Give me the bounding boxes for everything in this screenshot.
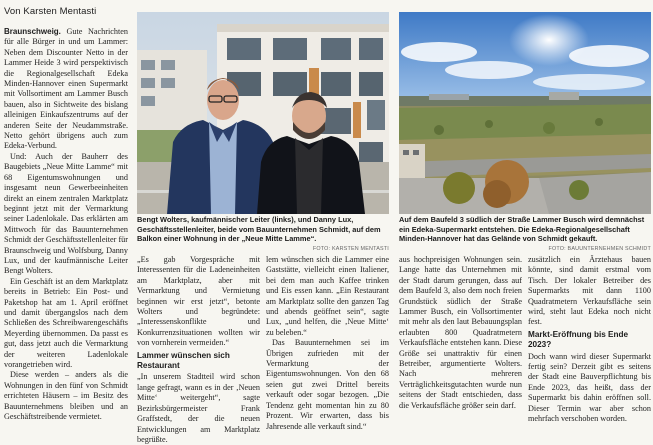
photo-illustration — [399, 12, 651, 214]
subheading: Markt-Eröffnung bis Ende 2023? — [528, 329, 629, 350]
article-column-5 — [528, 255, 651, 424]
article-column-3 — [266, 255, 389, 431]
photo1-caption: Bengt Wolters, kaufmännischer Leiter (links), und Danny Lux, Geschäftsstellenleiter, beide vom Bauunternehmen Schmidt, auf dem Balkon einer Wohnung in der „Neue Mitte Lamme“. FOTO: KARSTEN MENTASTI — [137, 215, 389, 253]
dateline: Braunschweig. — [4, 27, 61, 36]
article-column-1 — [4, 27, 128, 422]
photo1-credit: FOTO: KARSTEN MENTASTI — [312, 245, 389, 252]
photo2-credit: FOTO: BAUUNTERNEHMEN SCHMIDT — [548, 245, 651, 252]
paragraph: „Es gab Vorgespräche mit Interessenten für die Ladeneinheiten am Marktplatz, aber mit Vermarktung und Vermietung beginnen wir erst jetzt“, betonte Wolters und begründete: „Interessenskonflikte und Konkurrenzsituationen wollten wir von vornherein vermeiden.“ — [137, 255, 260, 348]
paragraph: „In unserem Stadtteil wird schon lange gefragt, wann es in der ‚Neuen Mitte‘ weitergeht“, sagte Bezirksbürgermeister Frank Graffstedt, der die neuen Entwicklungen am Marktplatz begrüßte. — [137, 372, 260, 444]
paragraph: Diese werden – anders als die Wohnungen in den fünf von Schmidt errichteten Häusern – im Besitz des Bauunternehmens bleiben und an Geschäftstreibende vermietet. — [4, 370, 128, 422]
byline: Von Karsten Mentasti — [4, 6, 97, 17]
paragraph: Das Bauunternehmen sei im Übrigen zufrieden mit der Vermarktung der Eigentumswohnungen. Von den 68 seien gut zwei Drittel bereits verkauft oder sogar bezogen. „Die Tendenz geht momentan hin zu 80 Prozent. Wir erwarten, dass bis Jahresende alle verkauft sind.“ — [266, 338, 389, 431]
photo-wolters-lux — [137, 12, 389, 214]
photo-illustration — [137, 12, 389, 214]
paragraph: Ein Geschäft ist an dem Marktplatz bereits in Betrieb: Ein Post- und Paketshop hat am 1. April eröffnet und damit übergangslos nach dem Schließen des Schreibwarengeschäfts Meyerding übernommen. Da passt es gut, dass jetzt auch die Vermarktung der weiteren Ladenlokale vorangetrieben wird. — [4, 276, 128, 369]
paragraph: Und: Auch der Bauherr des Baugebiets „Neue Mitte Lamme“ mit 68 Eigentumswohnungen und insgesamt neun Gewerbeeinheiten direkt an einem zentralen Marktplatz beginnt jetzt mit der Vermarktung seiner Ladenlokale. Das erklärten am Mittwoch für das Bauunternehmen Schmidt der Geschäftsstellenleiter für Braunschweig und Wolfsburg, Danny Lux, und der kaufmännische Leiter Bengt Wolters. — [4, 151, 128, 276]
article-column-4 — [399, 255, 522, 410]
paragraph: Braunschweig. Gute Nachrichten für alle Bürger in und um Lammer: Neben dem Discounter Netto in der Lammer Heide 3 wird perspektivisch die Regionalgesellschaft Edeka Minden-Hannover einen Supermarkt mit Vollsortiment am Lammer Busch bauen, also in Sichtweite des bislang alleinigen Einkaufszentrums auf der anderen Seite der Neudammstraße. Netto gehört übrigens auch zum Edeka-Verbund. — [4, 27, 128, 151]
paragraph: zusätzlich ein Ärztehaus bauen könnte, sind damit erstmal vom Tisch. Der lokaler Betreiber des Supermarkts mit dann 1100 Quadratmetern Verkaufsfläche sein wird, steht laut Edeka noch nicht fest. — [528, 255, 651, 327]
paragraph: aus hochpreisigen Wohnungen sein. Lange hatte das Unternehmen mit der Stadt darum gerungen, dass auf dem Baufeld 3, also dem noch freien Grundstück südlich der Straße Lammer Busch, ein Vollsortimenter mit mehr als den laut Bebauungsplan erlaubten 800 Quadratmetern Verkaufsfläche entstehen kann. Diese Größe sei unattraktiv für einen Betreiber, argumentierte Wolters. Nach mehreren Verträglichkeitsgutachten wurde nun seitens der Stadt entschieden, dass die Verkaufsfläche größer sein darf. — [399, 255, 522, 410]
photo-baufeld-aerial — [399, 12, 651, 214]
article-column-2 — [137, 255, 260, 444]
paragraph: Doch wann wird dieser Supermarkt fertig sein? Derzeit gibt es seitens der Stadt eine Bauverpflichtung bis Ende 2023, das heißt, dass der Supermarkt bis dahin eröffnen soll. Dieser Termin war aber schon mehrfach verschoben worden. — [528, 351, 651, 424]
paragraph: lem wünschen sich die Lammer eine Gaststätte, vielleicht einen Italiener, bei dem man auch Kaffee trinken und Eis essen kann. „Ein Restaurant am Marktplatz sollte den ganzen Tag und abends geöffnet sein“, sagte Lux, „und helfen, die ‚Neue Mitte‘ zu beleben.“ — [266, 255, 389, 337]
subheading: Lammer wünschen sich Restaurant — [137, 350, 230, 371]
photo2-caption: Auf dem Baufeld 3 südlich der Straße Lammer Busch wird demnächst ein Edeka-Supermarkt entstehen. Die Edeka-Regionalgesellschaft Minden-Hannover hat das Gelände von Schmidt gekauft. FOTO: BAUUNTERNEHMEN SCHMIDT — [399, 215, 651, 253]
